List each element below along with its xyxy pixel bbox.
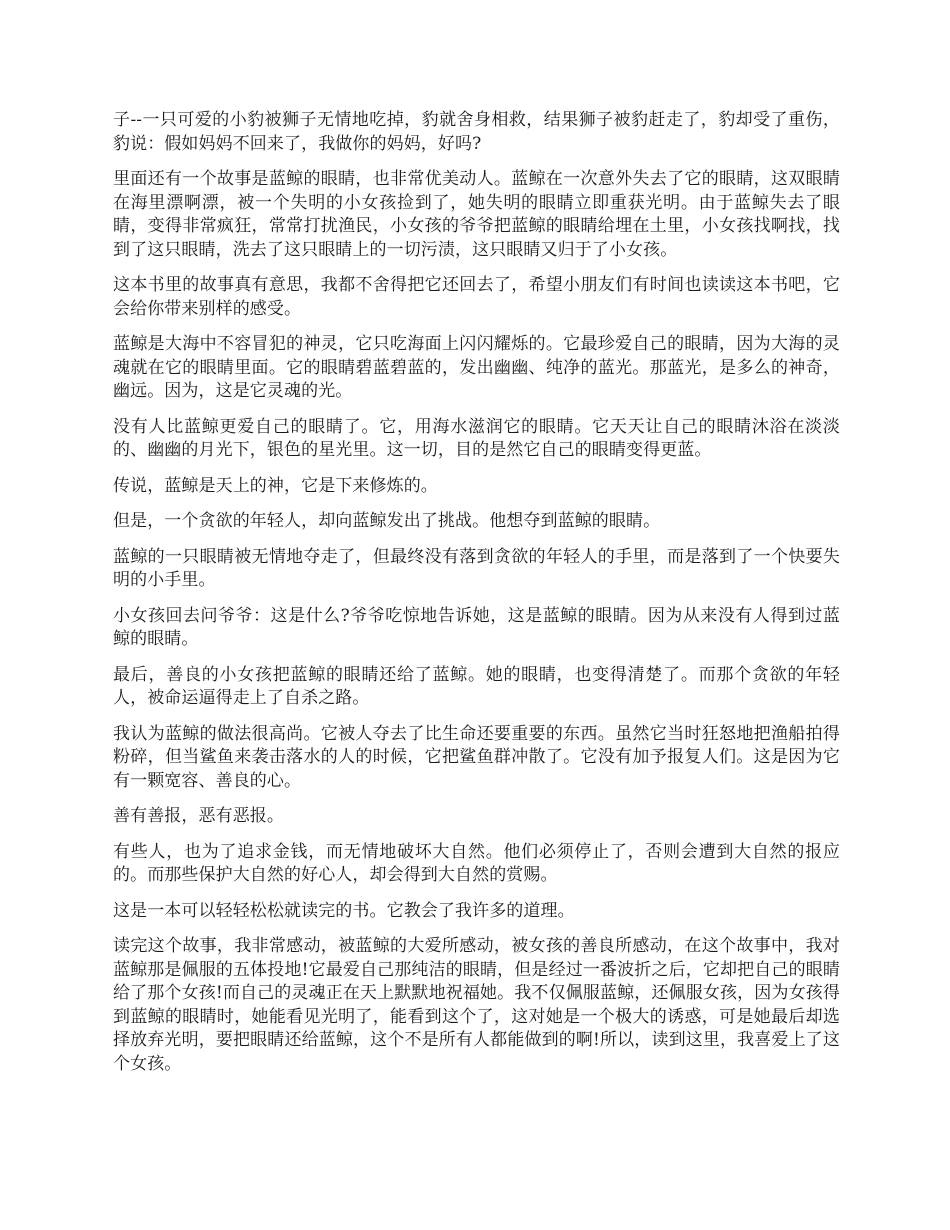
paragraph-13: 有些人，也为了追求金钱，而无情地破坏大自然。他们必须停止了，否则会遭到大自然的报应的。而那些保护大自然的好心人，却会得到大自然的赏赐。 [113, 841, 840, 885]
document-body [113, 109, 840, 1088]
paragraph-10: 最后，善良的小女孩把蓝鲸的眼睛还给了蓝鲸。她的眼睛，也变得清楚了。而那个贪欲的年轻人，被命运逼得走上了自杀之路。 [113, 664, 840, 708]
paragraph-9: 小女孩回去问爷爷：这是什么?爷爷吃惊地告诉她，这是蓝鲸的眼睛。因为从来没有人得到过蓝鲸的眼睛。 [113, 605, 840, 649]
paragraph-4: 蓝鲸是大海中不容冒犯的神灵，它只吃海面上闪闪耀烁的。它最珍爱自己的眼睛，因为大海的灵魂就在它的眼睛里面。它的眼睛碧蓝碧蓝的，发出幽幽、纯净的蓝光。那蓝光，是多么的神奇，幽远。因为，这是它灵魂的光。 [113, 334, 840, 401]
paragraph-15: 读完这个故事，我非常感动，被蓝鲸的大爱所感动，被女孩的善良所感动，在这个故事中，我对蓝鲸那是佩服的五体投地!它最爱自己那纯洁的眼睛，但是经过一番波折之后，它却把自己的眼睛给了那个女孩!而自己的灵魂正在天上默默地祝福她。我不仅佩服蓝鲸，还佩服女孩，因为女孩得到蓝鲸的眼睛时，她能看见光明了，能看到这个了，这对她是一个极大的诱惑，可是她最后却选择放弃光明，要把眼睛还给蓝鲸，这个不是所有人都能做到的啊!所以，读到这里，我喜爱上了这个女孩。 [113, 936, 840, 1074]
paragraph-8: 蓝鲸的一只眼睛被无情地夺走了，但最终没有落到贪欲的年轻人的手里，而是落到了一个快要失明的小手里。 [113, 546, 840, 590]
paragraph-14: 这是一本可以轻轻松松就读完的书。它教会了我许多的道理。 [113, 900, 575, 921]
paragraph-2: 里面还有一个故事是蓝鲸的眼睛，也非常优美动人。蓝鲸在一次意外失去了它的眼睛，这双眼睛在海里漂啊漂，被一个失明的小女孩捡到了，她失明的眼睛立即重获光明。由于蓝鲸失去了眼睛，变得非常疯狂，常常打扰渔民，小女孩的爷爷把蓝鲸的眼睛给埋在土里，小女孩找啊找，找到了这只眼睛，洗去了这只眼睛上的一切污渍，这只眼睛又归于了小女孩。 [113, 169, 840, 260]
paragraph-5: 没有人比蓝鲸更爱自己的眼睛了。它，用海水滋润它的眼睛。它天天让自己的眼睛沐浴在淡淡的、幽幽的月光下，银色的星光里。这一切，目的是然它自己的眼睛变得更蓝。 [113, 416, 840, 460]
paragraph-3: 这本书里的故事真有意思，我都不舍得把它还回去了，希望小朋友们有时间也读读这本书吧，它会给你带来别样的感受。 [113, 275, 840, 319]
paragraph-1: 子--一只可爱的小豹被狮子无情地吃掉，豹就舍身相救，结果狮子被豹赶走了，豹却受了重伤，豹说：假如妈妈不回来了，我做你的妈妈，好吗? [113, 110, 840, 154]
paragraph-11: 我认为蓝鲸的做法很高尚。它被人夺去了比生命还要重要的东西。虽然它当时狂怒地把渔船拍得粉碎，但当鲨鱼来袭击落水的人的时候，它把鲨鱼群冲散了。它没有加予报复人们。这是因为它有一颗宽容、善良的心。 [113, 723, 840, 791]
paragraph-7: 但是，一个贪欲的年轻人，却向蓝鲸发出了挑战。他想夺到蓝鲸的眼睛。 [113, 511, 661, 531]
paragraph-6: 传说，蓝鲸是天上的神，它是下来修炼的。 [113, 475, 438, 496]
paragraph-12: 善有善报，恶有恶报。 [113, 806, 284, 826]
